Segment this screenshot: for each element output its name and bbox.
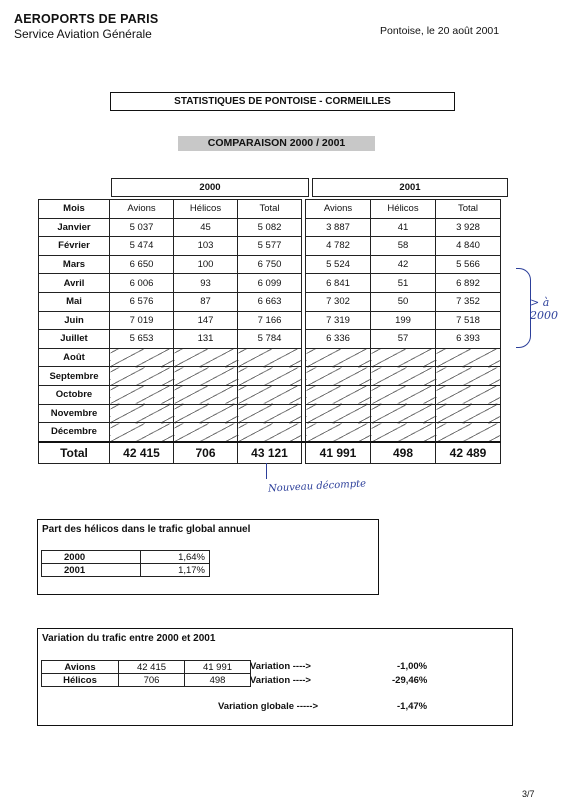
value-cell bbox=[371, 348, 436, 367]
comparison-subtitle: COMPARAISON 2000 / 2001 bbox=[178, 136, 375, 151]
table-row bbox=[39, 311, 501, 330]
value-cell bbox=[306, 404, 371, 423]
page-number: 3/7 bbox=[522, 789, 535, 799]
value-cell: 87 bbox=[174, 292, 238, 311]
variation-global-pct: -1,47% bbox=[397, 701, 428, 712]
value-cell: 45 bbox=[174, 218, 238, 237]
share-value: 1,17% bbox=[141, 564, 210, 577]
variation-2001: 41 991 bbox=[185, 661, 251, 674]
table-row bbox=[42, 564, 210, 577]
value-cell: 42 bbox=[371, 255, 436, 274]
total-value: 706 bbox=[174, 442, 238, 464]
table-row bbox=[42, 551, 210, 564]
total-value: 41 991 bbox=[306, 442, 371, 464]
handwritten-arrow-line bbox=[266, 463, 277, 479]
value-cell: 5 524 bbox=[306, 255, 371, 274]
total-row bbox=[39, 442, 501, 464]
col-total-2001: Total bbox=[436, 200, 501, 219]
value-cell: 6 393 bbox=[436, 330, 501, 349]
col-helicos-2001: Hélicos bbox=[371, 200, 436, 219]
value-cell: 6 663 bbox=[238, 292, 302, 311]
year-header-table bbox=[111, 178, 508, 197]
table-row bbox=[39, 404, 501, 423]
value-cell: 7 166 bbox=[238, 311, 302, 330]
month-cell: Août bbox=[39, 348, 110, 367]
organization-name: AEROPORTS DE PARIS bbox=[14, 12, 159, 26]
value-cell: 100 bbox=[174, 255, 238, 274]
value-cell: 199 bbox=[371, 311, 436, 330]
value-cell bbox=[110, 423, 174, 442]
value-cell bbox=[238, 423, 302, 442]
value-cell: 5 577 bbox=[238, 237, 302, 256]
share-value: 1,64% bbox=[141, 551, 210, 564]
value-cell: 6 650 bbox=[110, 255, 174, 274]
table-row bbox=[39, 348, 501, 367]
value-cell bbox=[436, 348, 501, 367]
variation-label: Avions bbox=[42, 661, 119, 674]
value-cell bbox=[436, 367, 501, 386]
col-mois: Mois bbox=[39, 200, 110, 219]
document-date: Pontoise, le 20 août 2001 bbox=[380, 25, 500, 37]
value-cell: 4 782 bbox=[306, 237, 371, 256]
value-cell: 6 336 bbox=[306, 330, 371, 349]
value-cell bbox=[306, 385, 371, 404]
month-cell: Décembre bbox=[39, 423, 110, 442]
variation-2000: 42 415 bbox=[119, 661, 185, 674]
value-cell: 6 750 bbox=[238, 255, 302, 274]
value-cell bbox=[110, 385, 174, 404]
value-cell: 5 653 bbox=[110, 330, 174, 349]
value-cell bbox=[238, 404, 302, 423]
table-row bbox=[39, 292, 501, 311]
document-title: STATISTIQUES DE PONTOISE - CORMEILLES bbox=[110, 92, 455, 111]
variation-text-avions: Variation ----> bbox=[250, 661, 311, 672]
value-cell: 7 019 bbox=[110, 311, 174, 330]
variation-pct-avions: -1,00% bbox=[397, 661, 428, 672]
value-cell: 147 bbox=[174, 311, 238, 330]
value-cell bbox=[371, 404, 436, 423]
total-label: Total bbox=[39, 442, 110, 464]
value-cell: 6 576 bbox=[110, 292, 174, 311]
col-total-2000: Total bbox=[238, 200, 302, 219]
total-value: 42 415 bbox=[110, 442, 174, 464]
table-row bbox=[39, 330, 501, 349]
col-helicos-2000: Hélicos bbox=[174, 200, 238, 219]
value-cell bbox=[306, 423, 371, 442]
variation-global-text: Variation globale -----> bbox=[218, 701, 319, 712]
table-row bbox=[39, 274, 501, 293]
month-cell: Février bbox=[39, 237, 110, 256]
table-row bbox=[39, 423, 501, 442]
value-cell bbox=[174, 348, 238, 367]
value-cell bbox=[110, 404, 174, 423]
value-cell bbox=[371, 367, 436, 386]
total-value: 43 121 bbox=[238, 442, 302, 464]
value-cell: 5 474 bbox=[110, 237, 174, 256]
value-cell: 5 037 bbox=[110, 218, 174, 237]
month-cell: Juin bbox=[39, 311, 110, 330]
month-cell: Avril bbox=[39, 274, 110, 293]
value-cell: 5 784 bbox=[238, 330, 302, 349]
variation-text-helicos: Variation ----> bbox=[250, 675, 311, 686]
variation-label: Hélicos bbox=[42, 674, 119, 687]
variation-2001: 498 bbox=[185, 674, 251, 687]
value-cell: 93 bbox=[174, 274, 238, 293]
month-cell: Novembre bbox=[39, 404, 110, 423]
col-avions-2000: Avions bbox=[110, 200, 174, 219]
table-row bbox=[39, 218, 501, 237]
variation-2000: 706 bbox=[119, 674, 185, 687]
variation-pct-helicos: -29,46% bbox=[392, 675, 428, 686]
value-cell bbox=[174, 404, 238, 423]
helicopter-share-title: Part des hélicos dans le trafic global annuel bbox=[42, 524, 251, 535]
value-cell: 5 566 bbox=[436, 255, 501, 274]
value-cell bbox=[306, 367, 371, 386]
value-cell: 3 928 bbox=[436, 218, 501, 237]
value-cell bbox=[110, 348, 174, 367]
month-cell: Octobre bbox=[39, 385, 110, 404]
handwritten-note-bracket: > à 2000 bbox=[530, 296, 558, 322]
value-cell: 6 006 bbox=[110, 274, 174, 293]
table-row bbox=[42, 661, 251, 674]
value-cell bbox=[306, 348, 371, 367]
value-cell bbox=[238, 348, 302, 367]
table-row bbox=[39, 385, 501, 404]
value-cell bbox=[371, 385, 436, 404]
month-cell: Janvier bbox=[39, 218, 110, 237]
value-cell: 131 bbox=[174, 330, 238, 349]
table-row bbox=[42, 674, 251, 687]
value-cell: 103 bbox=[174, 237, 238, 256]
value-cell bbox=[436, 404, 501, 423]
month-cell: Juillet bbox=[39, 330, 110, 349]
table-row bbox=[39, 237, 501, 256]
value-cell: 6 099 bbox=[238, 274, 302, 293]
value-cell bbox=[238, 367, 302, 386]
value-cell bbox=[174, 423, 238, 442]
share-year: 2001 bbox=[42, 564, 141, 577]
table-row bbox=[39, 367, 501, 386]
traffic-variation-table bbox=[41, 660, 251, 687]
value-cell: 3 887 bbox=[306, 218, 371, 237]
value-cell: 6 892 bbox=[436, 274, 501, 293]
value-cell: 50 bbox=[371, 292, 436, 311]
month-cell: Mars bbox=[39, 255, 110, 274]
value-cell: 4 840 bbox=[436, 237, 501, 256]
value-cell: 58 bbox=[371, 237, 436, 256]
col-avions-2001: Avions bbox=[306, 200, 371, 219]
total-value: 498 bbox=[371, 442, 436, 464]
value-cell bbox=[238, 385, 302, 404]
month-cell: Mai bbox=[39, 292, 110, 311]
value-cell bbox=[436, 385, 501, 404]
value-cell: 7 352 bbox=[436, 292, 501, 311]
value-cell: 7 302 bbox=[306, 292, 371, 311]
value-cell: 6 841 bbox=[306, 274, 371, 293]
year-2001-header: 2001 bbox=[313, 179, 508, 197]
year-2000-header: 2000 bbox=[112, 179, 309, 197]
table-header-row bbox=[39, 200, 501, 219]
value-cell: 5 082 bbox=[238, 218, 302, 237]
value-cell: 57 bbox=[371, 330, 436, 349]
table-row bbox=[39, 255, 501, 274]
total-value: 42 489 bbox=[436, 442, 501, 464]
handwritten-bracket bbox=[516, 268, 531, 348]
value-cell: 51 bbox=[371, 274, 436, 293]
handwritten-note-nouveau: Nouveau décompte bbox=[267, 478, 367, 495]
traffic-variation-title: Variation du trafic entre 2000 et 2001 bbox=[42, 633, 216, 644]
value-cell: 7 518 bbox=[436, 311, 501, 330]
monthly-statistics-table bbox=[38, 199, 501, 464]
helicopter-share-table bbox=[41, 550, 210, 577]
value-cell bbox=[174, 385, 238, 404]
month-cell: Septembre bbox=[39, 367, 110, 386]
service-name: Service Aviation Générale bbox=[14, 27, 152, 41]
value-cell: 7 319 bbox=[306, 311, 371, 330]
value-cell bbox=[174, 367, 238, 386]
value-cell bbox=[371, 423, 436, 442]
value-cell bbox=[436, 423, 501, 442]
value-cell: 41 bbox=[371, 218, 436, 237]
value-cell bbox=[110, 367, 174, 386]
share-year: 2000 bbox=[42, 551, 141, 564]
